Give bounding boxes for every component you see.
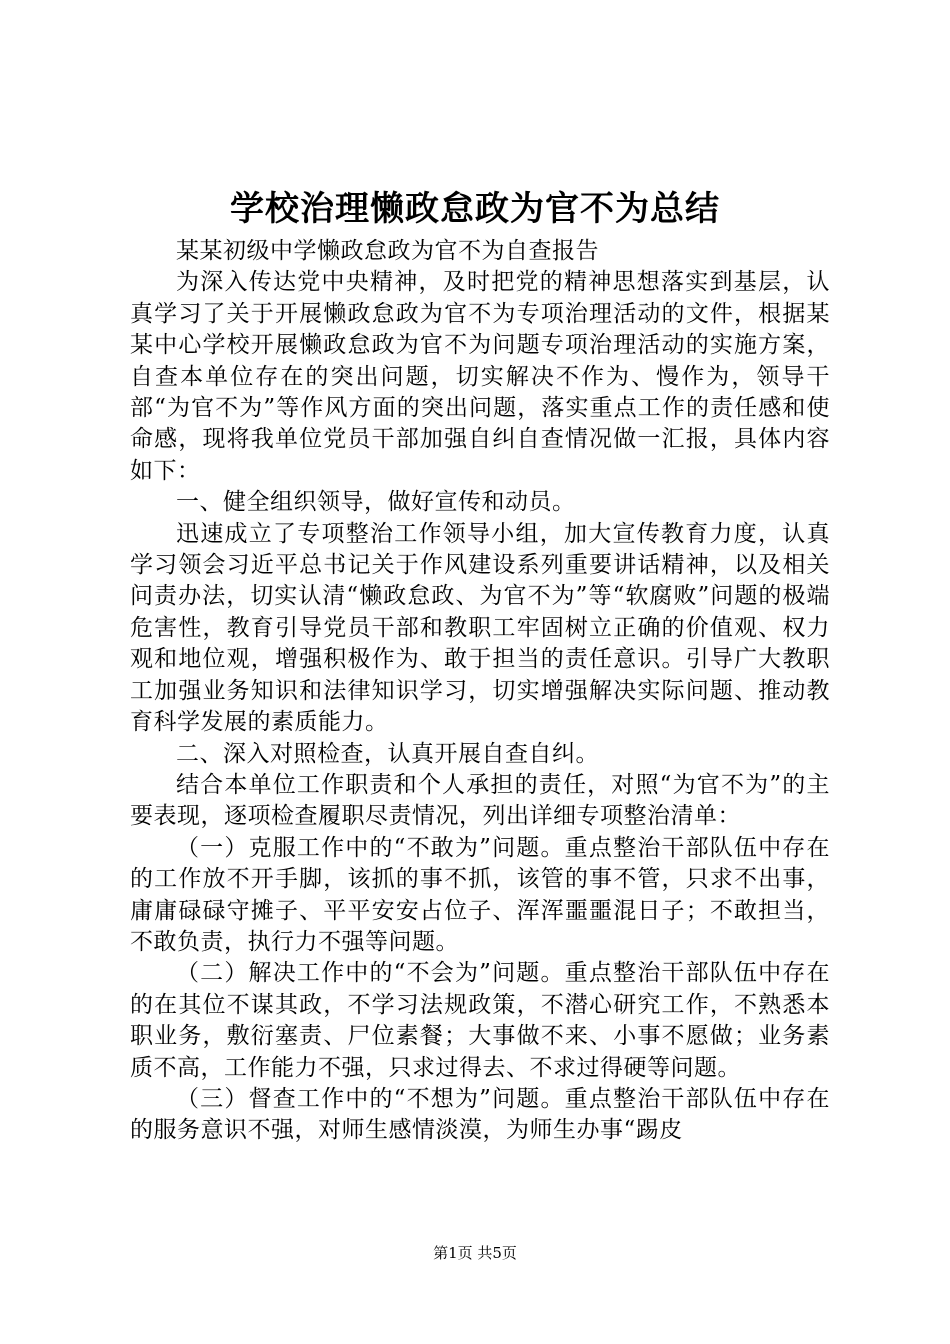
report-subtitle: 某某初级中学懒政怠政为官不为自查报告 <box>176 238 599 264</box>
page-number: 第1页 共5页 <box>433 1244 517 1262</box>
section-heading-2: 二、深入对照检查，认真开展自查自纠。 <box>176 740 599 767</box>
document-body <box>130 236 830 1147</box>
intro-paragraph: 为深入传达党中央精神，及时把党的精神思想落实到基层，认真学习了关于开展懒政怠政为官不为专项治理活动的文件，根据某某中心学校开展懒政怠政为官不为问题专项治理活动的实施方案，自查本单位存在的突出问题，切实解决不作为、慢作为，领导干部“为官不为”等作风方面的突出问题，落实重点工作的责任感和使命感，现将我单位党员干部加强自纠自查情况做一汇报，具体内容如下： <box>130 269 830 484</box>
section-paragraph-1: 迅速成立了专项整治工作领导小组，加大宣传教育力度，认真学习领会习近平总书记关于作风建设系列重要讲话精神，以及相关问责办法，切实认清“懒政怠政、为官不为”等“软腐败”问题的极端危害性，教育引导党员干部和教职工牢固树立正确的价值观、权力观和地位观，增强积极作为、敢于担当的责任意识。引导广大教职工加强业务知识和法律知识学习，切实增强解决实际问题、推动教育科学发展的素质能力。 <box>130 520 830 736</box>
section-paragraph-2: 结合本单位工作职责和个人承担的责任，对照“为官不为”的主要表现，逐项检查履职尽责情况，列出详细专项整治清单： <box>130 771 830 830</box>
section-heading-1: 一、健全组织领导，做好宣传和动员。 <box>176 489 576 516</box>
list-item-3: （三）督查工作中的“不想为”问题。重点整治干部队伍中存在的服务意识不强，对师生感情淡漠，为师生办事“踢皮 <box>130 1085 830 1144</box>
document-title: 学校治理懒政怠政为官不为总结 <box>230 189 720 229</box>
list-item-1: （一）克服工作中的“不敢为”问题。重点整治干部队伍中存在的工作放不开手脚，该抓的事不抓，该管的事不管，只求不出事，庸庸碌碌守摊子、平平安安占位子、浑浑噩噩混日子；不敢担当，不敢负责，执行力不强等问题。 <box>130 834 830 955</box>
list-item-2: （二）解决工作中的“不会为”问题。重点整治干部队伍中存在的在其位不谋其政，不学习法规政策，不潜心研究工作，不熟悉本职业务，敷衍塞责、尸位素餐；大事做不来、小事不愿做；业务素质不高，工作能力不强，只求过得去、不求过得硬等问题。 <box>130 960 830 1081</box>
